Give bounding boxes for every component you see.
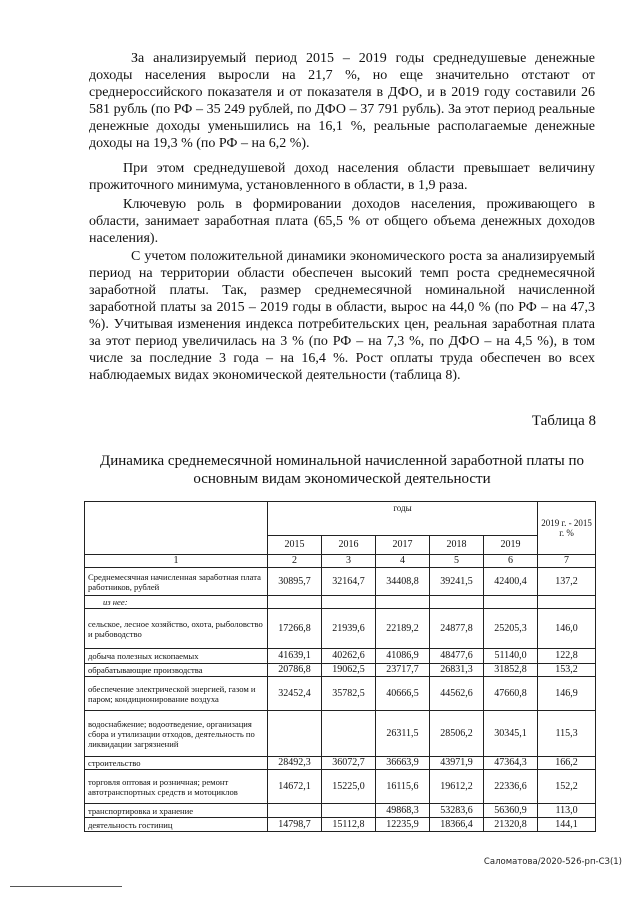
table-row (85, 649, 596, 664)
row-value (268, 596, 322, 609)
row-value: 17266,8 (268, 609, 322, 649)
row-value: 23717,7 (376, 664, 430, 677)
row-value: 166,2 (538, 757, 596, 770)
row-value: 48477,6 (430, 649, 484, 664)
table-row (85, 677, 596, 711)
row-value: 18366,4 (430, 818, 484, 832)
row-label: торговля оптовая и розничная; ремонт автотранспортных средств и мотоциклов (85, 770, 268, 804)
row-value: 153,2 (538, 664, 596, 677)
row-value: 41086,9 (376, 649, 430, 664)
paragraph-3: Ключевую роль в формировании доходов населения, проживающего в области, занимает заработная плата (65,5 % от общего объема денежных доходов населения). (89, 197, 595, 246)
paragraph-1: За анализируемый период 2015 – 2019 годы среднедушевые денежные доходы населения выросли на 21,7 %, но еще значительно отстают от среднероссийского показателя и от показателя в ДФО, и в 2019 году составили 26 581 рубль (по РФ – 35 249 рублей, по ДФО – 37 791 рубль). За этот период реальные денежные доходы уменьшились на 16,1 %, реальные располагаемые денежные доходы на 19,3 % (по РФ – на 6,2 %). (89, 51, 595, 151)
row-value: 152,2 (538, 770, 596, 804)
row-value: 26311,5 (376, 711, 430, 757)
wage-table (84, 501, 596, 832)
row-value: 49868,3 (376, 804, 430, 818)
paragraph-4: С учетом положительной динамики экономического роста за анализируемый период на территории области обеспечен высокий темп роста среднемесячной заработной платы. Так, размер среднемесячной номинальной начисленной заработной платы за 2015 – 2019 годы в области, вырос на 44,0 % (по РФ – на 47,3 %). Учитывая изменения индекса потребительских цен, реальная заработная плата за этот период увеличилась на 3 % (по РФ – на 7,3 %, по ДФО – на 4,5 %), в том числе за последние 3 года – на 16,4 %. Рост оплаты труда обеспечен во всех наблюдаемых видах экономической деятельности (таблица 8). (89, 249, 595, 383)
row-value: 47660,8 (484, 677, 538, 711)
row-value: 122,8 (538, 649, 596, 664)
row-value: 144,1 (538, 818, 596, 832)
col-number: 7 (538, 555, 596, 568)
header-empty (85, 502, 268, 555)
header-years-label: годы (268, 502, 538, 536)
row-label: обеспечение электрической энергией, газом и паром; кондиционирование воздуха (85, 677, 268, 711)
row-value: 21939,6 (322, 609, 376, 649)
row-value: 26831,3 (430, 664, 484, 677)
row-value (268, 711, 322, 757)
row-value: 47364,3 (484, 757, 538, 770)
row-value: 31852,8 (484, 664, 538, 677)
row-value: 19062,5 (322, 664, 376, 677)
col-number: 1 (85, 555, 268, 568)
paragraph-2: При этом среднедушевой доход населения области превышает величину прожиточного минимума, установленного в области, в 1,9 раза. (89, 161, 595, 193)
row-value (484, 596, 538, 609)
row-label: из нее: (85, 596, 268, 609)
row-value (322, 711, 376, 757)
row-value: 113,0 (538, 804, 596, 818)
row-value: 51140,0 (484, 649, 538, 664)
row-value: 15112,8 (322, 818, 376, 832)
row-value: 39241,5 (430, 568, 484, 596)
year-header: 2015 (268, 536, 322, 555)
table-caption: Таблица 8 (531, 413, 596, 429)
table-row (85, 568, 596, 596)
year-header: 2017 (376, 536, 430, 555)
year-header: 2018 (430, 536, 484, 555)
table-title: Динамика среднемесячной номинальной начисленной заработной платы по основным видам экономической деятельности (99, 453, 585, 487)
row-value: 25205,3 (484, 609, 538, 649)
row-value: 20786,8 (268, 664, 322, 677)
col-number: 2 (268, 555, 322, 568)
row-label: деятельность гостиниц (85, 818, 268, 832)
year-header: 2016 (322, 536, 376, 555)
row-value: 35782,5 (322, 677, 376, 711)
row-value: 44562,6 (430, 677, 484, 711)
row-value (322, 596, 376, 609)
row-label: добыча полезных ископаемых (85, 649, 268, 664)
row-value: 28492,3 (268, 757, 322, 770)
row-value: 16115,6 (376, 770, 430, 804)
row-value: 34408,8 (376, 568, 430, 596)
table-row (85, 711, 596, 757)
row-value (268, 804, 322, 818)
row-value: 14672,1 (268, 770, 322, 804)
row-value: 15225,0 (322, 770, 376, 804)
row-value (538, 596, 596, 609)
row-value: 43971,9 (430, 757, 484, 770)
row-value (322, 804, 376, 818)
row-value: 56360,9 (484, 804, 538, 818)
row-value: 12235,9 (376, 818, 430, 832)
row-value: 42400,4 (484, 568, 538, 596)
table-row (85, 757, 596, 770)
row-value: 36072,7 (322, 757, 376, 770)
row-value: 40262,6 (322, 649, 376, 664)
row-value: 21320,8 (484, 818, 538, 832)
row-label: водоснабжение; водоотведение, организация сбора и утилизации отходов, деятельность по ликвидации загрязнений (85, 711, 268, 757)
row-label: строительство (85, 757, 268, 770)
row-label: Среднемесячная начисленная заработная плата работников, рублей (85, 568, 268, 596)
row-value (376, 596, 430, 609)
footnote-line (10, 886, 122, 887)
row-label: транспортировка и хранение (85, 804, 268, 818)
row-value: 53283,6 (430, 804, 484, 818)
year-header: 2019 (484, 536, 538, 555)
row-value: 32164,7 (322, 568, 376, 596)
row-value: 137,2 (538, 568, 596, 596)
row-value: 24877,8 (430, 609, 484, 649)
table-row (85, 818, 596, 832)
table-row (85, 664, 596, 677)
row-value: 41639,1 (268, 649, 322, 664)
header-change-label: 2019 г. - 2015 г. % (538, 502, 596, 555)
row-value: 146,0 (538, 609, 596, 649)
table-row (85, 609, 596, 649)
row-value: 40666,5 (376, 677, 430, 711)
row-label: обрабатывающие производства (85, 664, 268, 677)
row-value: 146,9 (538, 677, 596, 711)
col-number: 6 (484, 555, 538, 568)
table-row (85, 596, 596, 609)
row-value: 30345,1 (484, 711, 538, 757)
table-row (85, 770, 596, 804)
row-label: сельское, лесное хозяйство, охота, рыболовство и рыбоводство (85, 609, 268, 649)
row-value (430, 596, 484, 609)
row-value: 28506,2 (430, 711, 484, 757)
row-value: 32452,4 (268, 677, 322, 711)
row-value: 14798,7 (268, 818, 322, 832)
footer-code: Саломатова/2020-526-рп-СЗ(1) (483, 857, 622, 867)
row-value: 22189,2 (376, 609, 430, 649)
col-number: 3 (322, 555, 376, 568)
row-value: 115,3 (538, 711, 596, 757)
row-value: 36663,9 (376, 757, 430, 770)
row-value: 30895,7 (268, 568, 322, 596)
table-row (85, 804, 596, 818)
row-value: 22336,6 (484, 770, 538, 804)
col-number: 4 (376, 555, 430, 568)
col-number: 5 (430, 555, 484, 568)
row-value: 19612,2 (430, 770, 484, 804)
